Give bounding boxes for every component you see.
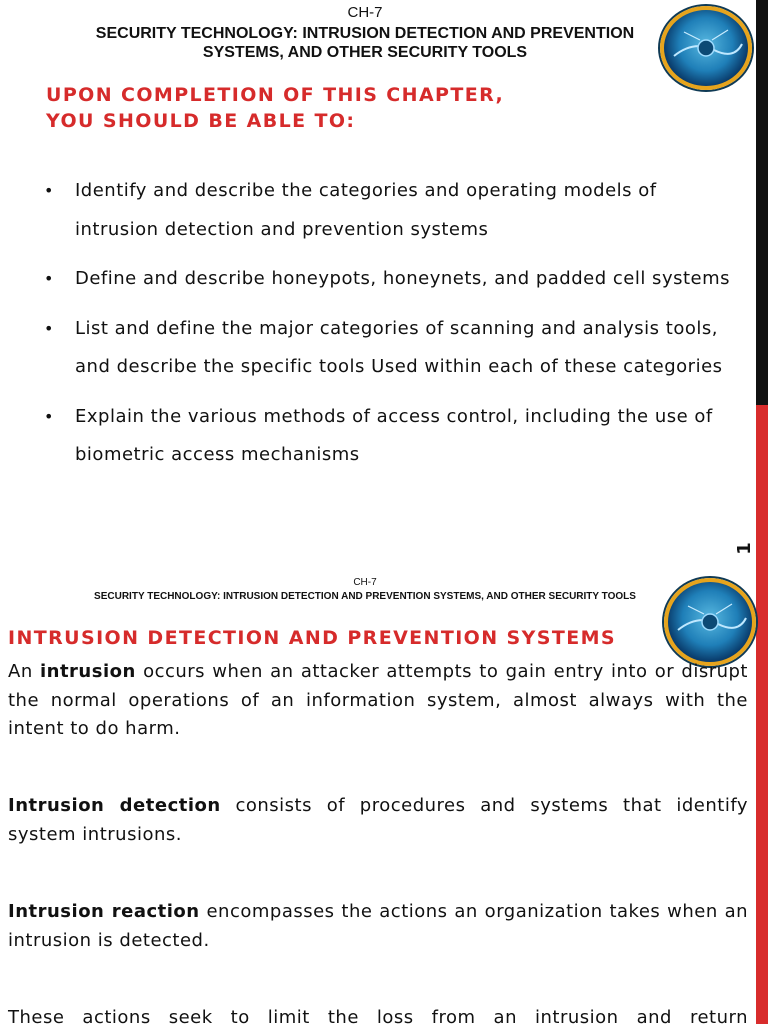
cyber-security-logo-icon	[664, 578, 756, 666]
section-heading: INTRUSION DETECTION AND PREVENTION SYSTEMS	[8, 627, 617, 649]
intrusion-reaction-paragraph: Intrusion reaction encompasses the actions an organization takes when an intrusion is detected.	[8, 901, 749, 951]
page-number: 1	[733, 542, 755, 555]
slide-2	[0, 568, 768, 1024]
actions-paragraph: These actions seek to limit the loss from an intrusion and return	[8, 1007, 748, 1024]
list-item: • Explain the various methods of access control, including the use of biometric access mechanisms	[44, 405, 713, 465]
list-item: • Identify and describe the categories and operating models of intrusion detection and prevention systems	[44, 180, 657, 240]
chapter-label: CH-7	[353, 577, 377, 588]
edge-bar-red	[756, 568, 768, 1024]
objectives-heading: UPON COMPLETION OF THIS CHAPTER, YOU SHOULD BE ABLE TO:	[46, 84, 505, 132]
objectives-list	[44, 172, 744, 486]
slide-title: SECURITY TECHNOLOGY: INTRUSION DETECTION AND PREVENTION SYSTEMS, AND OTHER SECURITY TOOLS	[94, 591, 636, 602]
slide-title: SECURITY TECHNOLOGY: INTRUSION DETECTION AND PREVENTION SYSTEMS, AND OTHER SECURITY TOOLS	[95, 25, 635, 62]
edge-bar-red	[756, 405, 768, 568]
edge-bar-black	[756, 0, 768, 405]
intrusion-detection-paragraph: Intrusion detection consists of procedures and systems that identify system intrusions.	[8, 795, 748, 845]
cyber-security-logo-icon	[660, 6, 752, 90]
chapter-label: CH-7	[347, 4, 383, 21]
list-item: • List and define the major categories of scanning and analysis tools, and describe the specific tools Used within each of these categories	[44, 317, 723, 377]
list-item: • Define and describe honeypots, honeynets, and padded cell systems	[44, 268, 731, 289]
intrusion-paragraph: An intrusion occurs when an attacker attempts to gain entry into or disrupt the normal operations of an information system, almost always with the intent to do harm.	[8, 661, 748, 739]
